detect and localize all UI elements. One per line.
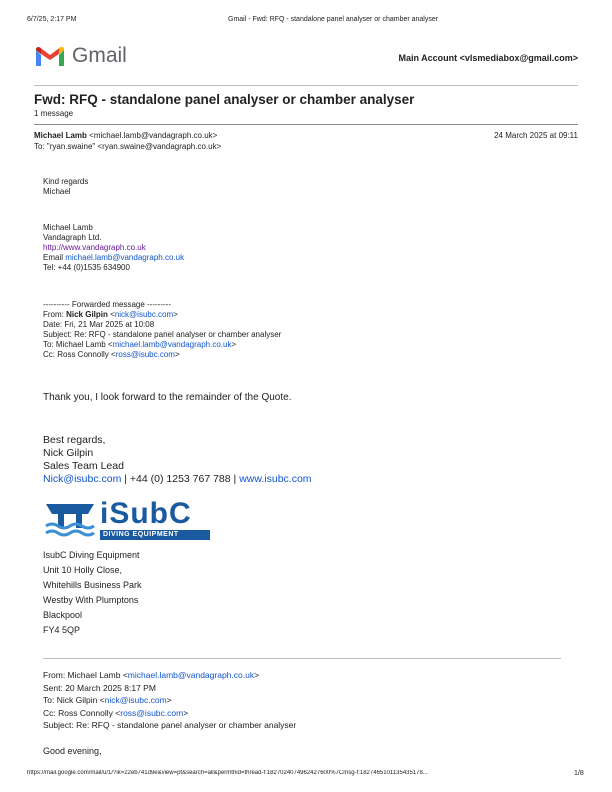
address-line: Whitehills Business Park [43,580,142,590]
message-date: 24 March 2025 at 09:11 [494,131,578,140]
signature-first-name: Michael [43,187,71,196]
forwarded-from-open: < [107,310,115,319]
print-footer-page: 1/8 [574,770,584,777]
quoted-cc-email-link[interactable]: ross@isubc.com [120,707,184,718]
reply-contact [43,473,312,486]
quoted-header [43,669,296,732]
print-footer-url: https://mail.google.com/mail/u/1/?ik=22eb741d9e&view=pt&search=all&permthid=thread-f:1827024074962427600%7Cmsg-f:1827465101135435178... [27,770,428,776]
forwarded-to-email-link[interactable]: michael.lamb@vandagraph.co.uk [112,340,232,349]
quoted-to-suffix: > [166,695,172,705]
message-to: To: "ryan.swaine" <ryan.swaine@vandagraph.co.uk> [34,142,222,151]
quoted-from-email-link[interactable]: michael.lamb@vandagraph.co.uk [127,670,255,680]
forwarded-cc-prefix: Cc: Ross Connolly < [43,350,116,359]
signature-email-label: Email [43,253,66,262]
reply-website-link[interactable]: www.isubc.com [239,473,312,485]
message-count: 1 message [34,109,74,118]
quote-divider [43,658,561,659]
signature-website-link[interactable]: http://www.vandagraph.co.uk [43,243,146,252]
print-title: Gmail - Fwd: RFQ - standalone panel analyser or chamber analyser [228,16,439,23]
isubc-tagline: DIVING EQUIPMENT [103,531,179,538]
sender-name: Michael Lamb [34,131,87,140]
forwarded-from-email-link[interactable]: nick@isubc.com [114,310,174,319]
gmail-logo-text: Gmail [72,44,127,67]
address-line: Westby With Plumptons [43,595,139,605]
forwarded-date: Date: Fri, 21 Mar 2025 at 10:08 [43,320,155,329]
divider [34,85,578,86]
quoted-greeting: Good evening, [43,746,102,756]
forwarded-to-suffix: > [231,340,237,349]
forwarded-from-name: Nick Gilpin [66,310,108,319]
quoted-from-suffix: > [254,670,260,680]
signature-company: Vandagraph Ltd. [43,233,102,242]
isubc-waves-icon [44,500,96,540]
signature-tel: Tel: +44 (0)1535 634900 [43,263,130,272]
address-line: IsubC Diving Equipment [43,550,140,560]
account-label: Main Account <vlsmediabox@gmail.com> [398,53,578,63]
quoted-cc-prefix: Cc: Ross Connolly < [43,707,121,718]
forwarded-from [43,310,281,320]
signature-block [43,223,184,273]
print-datetime: 6/7/25, 2:17 PM [27,16,77,23]
reply-body: Thank you, I look forward to the remainder of the Quote. [43,392,292,403]
quoted-to-prefix: To: Nick Gilpin < [43,695,105,705]
forwarded-from-close: > [173,310,178,319]
reply-phone: | +44 (0) 1253 767 788 | [121,473,240,485]
reply-regards: Best regards, [43,434,106,446]
sender-email: <michael.lamb@vandagraph.co.uk> [89,131,218,140]
quoted-from-label: From: Michael Lamb < [43,670,128,680]
forwarded-to [43,340,281,350]
gmail-logo-icon [34,44,66,68]
reply-email-link[interactable]: Nick@isubc.com [43,473,122,485]
quoted-to-email-link[interactable]: nick@isubc.com [104,695,167,705]
message-from [34,131,217,141]
reply-signature [43,434,312,486]
address-line: Unit 10 Holly Close, [43,565,123,575]
quoted-from [43,669,296,682]
forwarded-header: ---------- Forwarded message --------- [43,300,171,309]
quoted-subject: Subject: Re: RFQ - standalone panel analyser or chamber analyser [43,720,297,730]
signature-email-line [43,253,184,263]
divider [34,124,578,125]
signature [43,177,88,197]
reply-name: Nick Gilpin [43,447,94,459]
quoted-cc-suffix: > [183,707,189,718]
signature-regards: Kind regards [43,177,89,186]
forwarded-to-prefix: To: Michael Lamb < [43,340,113,349]
address-line: FY4 5QP [43,625,81,635]
forwarded-cc [43,350,281,360]
quoted-sent: Sent: 20 March 2025 8:17 PM [43,682,156,693]
reply-role: Sales Team Lead [43,460,124,472]
thread-subject: Fwd: RFQ - standalone panel analyser or chamber analyser [34,92,415,107]
signature-email-link[interactable]: michael.lamb@vandagraph.co.uk [65,253,185,262]
signature-name: Michael Lamb [43,223,93,232]
quoted-cc [43,707,296,720]
forwarded-cc-suffix: > [174,350,180,359]
quoted-to [43,694,296,707]
forwarded-cc-email-link[interactable]: ross@isubc.com [115,350,175,359]
forwarded-from-label: From: [43,310,67,319]
isubc-address [43,548,142,638]
address-line: Blackpool [43,610,83,620]
forwarded-subject: Subject: Re: RFQ - standalone panel analyser or chamber analyser [43,330,282,339]
isubc-logo-text: iSubC [100,497,192,530]
forwarded-header-block [43,300,281,360]
